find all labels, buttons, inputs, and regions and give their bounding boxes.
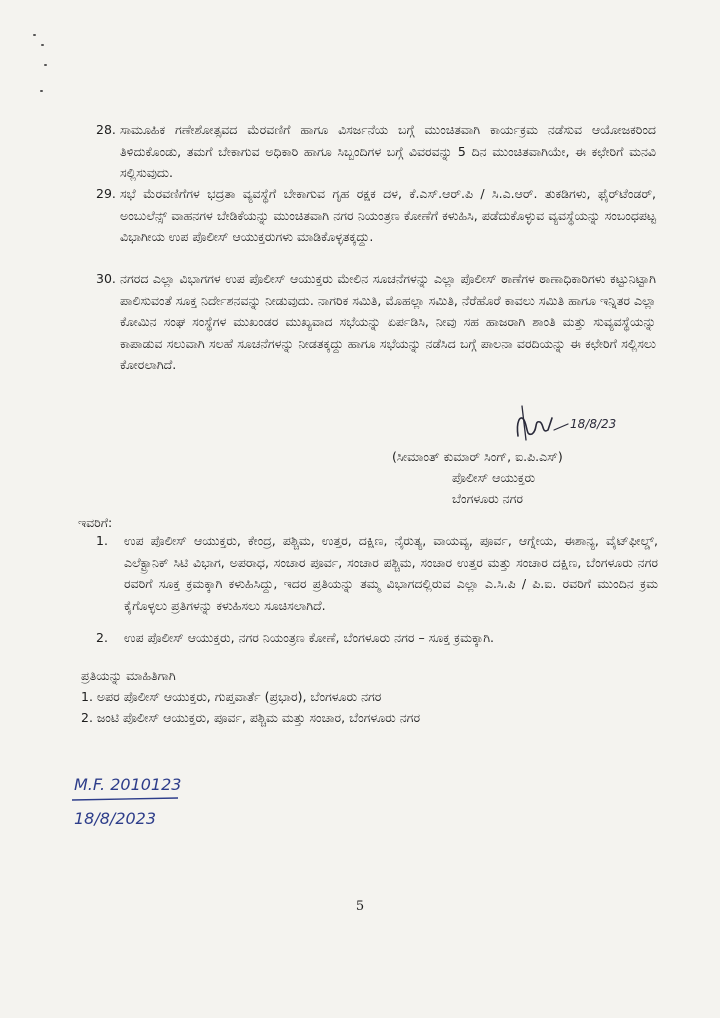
- instruction-item-30: [96, 268, 656, 376]
- item-text: ಉಪ ಪೊಲೀಸ್ ಆಯುಕ್ತರು, ಕೇಂದ್ರ, ಪಶ್ಚಿಮ, ಉತ್ತರ, ದಕ್ಷಿಣ, ನೈರುತ್ಯ, ವಾಯವ್ಯ, ಪೂರ್ವ, ಆಗ್ನೇಯ, ಈಶಾನ್ಯ, ವೈಟ್‌ಫೀಲ್ಡ್, ಎಲೆಕ್ಟ್ರಾನಿಕ್ ಸಿಟಿ ವಿಭಾಗ, ಅಪರಾಧ, ಸಂಚಾರ ಪೂರ್ವ, ಸಂಚಾರ ಪಶ್ಚಿಮ, ಸಂಚಾರ ಉತ್ತರ ಮತ್ತು ಸಂಚಾರ ದಕ್ಷಿಣ, ಬೆಂಗಳೂರು ನಗರ ರವರಿಗೆ ಸೂಕ್ತ ಕ್ರಮಕ್ಕಾಗಿ ಕಳುಹಿಸಿದ್ದು, ಇದರ ಪ್ರತಿಯನ್ನು ತಮ್ಮ ವಿಭಾಗದಲ್ಲಿರುವ ಎಲ್ಲಾ ಎ.ಸಿ.ಪಿ / ಪಿ.ಐ. ರವರಿಗೆ ಮುಂದಿನ ಕ್ರಮ ಕೈಗೊಳ್ಳಲು ಪ್ರತಿಗಳನ್ನು ಕಳುಹಿಸಲು ಸೂಚಿಸಲಾಗಿದೆ.: [124, 533, 658, 613]
- signatory-location: ಬೆಂಗಳೂರು ನಗರ: [452, 491, 523, 506]
- item-text: ಸಭೆ ಮೆರವಣಿಗೆಗಳ ಭದ್ರತಾ ವ್ಯವಸ್ಥೆಗೆ ಬೇಕಾಗುವ ಗೃಹ ರಕ್ಷಕ ದಳ, ಕೆ.ಎಸ್.ಆರ್.ಪಿ / ಸಿ.ಎ.ಆರ್. ತುಕಡಿಗಳು, ಫೈರ್‌ಟೆಂಡರ್, ಅಂಬುಲೆನ್ಸ್ ವಾಹನಗಳ ಬೇಡಿಕೆಯನ್ನು ಮುಂಚಿತವಾಗಿ ನಗರ ನಿಯಂತ್ರಣ ಕೋಣೆಗೆ ಕಳುಹಿಸಿ, ಪಡೆದುಕೊಳ್ಳುವ ವ್ಯವಸ್ಥೆಯನ್ನು ಸಂಬಂಧಪಟ್ಟ ವಿಭಾಗೀಯ ಉಪ ಪೊಲೀಸ್ ಆಯುಕ್ತರುಗಳು ಮಾಡಿಕೊಳ್ಳತಕ್ಕದ್ದು.: [120, 186, 656, 244]
- item-number: 2.: [96, 630, 108, 645]
- signature-date: 18/8/23: [570, 417, 617, 431]
- to-label: ಇವರಿಗೆ:: [78, 515, 113, 530]
- handnote-line-2: 18/8/2023: [74, 809, 157, 828]
- handnote-line-1: M.F. 2010123: [74, 775, 182, 794]
- recipient-item-1: [96, 530, 658, 616]
- item-number: 29.: [96, 186, 116, 201]
- recipient-item-2: [96, 627, 658, 649]
- cc-label: ಪ್ರತಿಯನ್ನು ಮಾಹಿತಿಗಾಗಿ: [81, 668, 176, 683]
- signature-image: [508, 400, 624, 446]
- scan-speck: [41, 44, 44, 46]
- scan-speck: [33, 34, 36, 36]
- item-text: ನಗರದ ಎಲ್ಲಾ ವಿಭಾಗಗಳ ಉಪ ಪೊಲೀಸ್ ಆಯುಕ್ತರು ಮೇಲಿನ ಸೂಚನೆಗಳನ್ನು ಎಲ್ಲಾ ಪೊಲೀಸ್ ಠಾಣೆಗಳ ಠಾಣಾಧಿಕಾರಿಗಳು ಕಟ್ಟುನಿಟ್ಟಾಗಿ ಪಾಲಿಸುವಂತೆ ಸೂಕ್ತ ನಿರ್ದೇಶನವನ್ನು ನೀಡುವುದು. ನಾಗರಿಕ ಸಮಿತಿ, ಮೊಹಲ್ಲಾ ಸಮಿತಿ, ನೆರೆಹೊರೆ ಕಾವಲು ಸಮಿತಿ ಹಾಗೂ ಇನ್ನಿತರ ಎಲ್ಲಾ ಕೋಮಿನ ಸಂಘ ಸಂಸ್ಥೆಗಳ ಮುಖಂಡರ ಮುಖ್ಯವಾದ ಸಭೆಯನ್ನು ಏರ್ಪಡಿಸಿ, ನೀವು ಸಹ ಹಾಜರಾಗಿ ಶಾಂತಿ ಮತ್ತು ಸುವ್ಯವಸ್ಥೆಯನ್ನು ಕಾಪಾಡುವ ಸಲುವಾಗಿ ಸಲಹೆ ಸೂಚನೆಗಳನ್ನು ನೀಡತಕ್ಕದ್ದು ಹಾಗೂ ಸಭೆಯನ್ನು ನಡೆಸಿದ ಬಗ್ಗೆ ಪಾಲನಾ ವರದಿಯನ್ನು ಈ ಕಛೇರಿಗೆ ಸಲ್ಲಿಸಲು ಕೋರಲಾಗಿದೆ.: [120, 271, 656, 372]
- scan-speck: [44, 64, 47, 66]
- signatory-name: (ಸೀಮಾಂತ್ ಕುಮಾರ್ ಸಿಂಗ್, ಐ.ಪಿ.ಎಸ್): [392, 449, 563, 464]
- handwritten-note: [68, 768, 198, 832]
- scan-speck: [40, 90, 43, 92]
- instruction-item-29: [96, 183, 656, 248]
- item-number: 30.: [96, 271, 116, 286]
- item-text: ಸಾಮೂಹಿಕ ಗಣೇಶೋತ್ಸವದ ಮೆರವಣಿಗೆ ಹಾಗೂ ವಿಸರ್ಜನೆಯ ಬಗ್ಗೆ ಮುಂಚಿತವಾಗಿ ಕಾರ್ಯಕ್ರಮ ನಡೆಸುವ ಆಯೋಜಕರಿಂದ ತಿಳಿದುಕೊಂಡು, ತಮಗೆ ಬೇಕಾಗುವ ಅಧಿಕಾರಿ ಹಾಗೂ ಸಿಬ್ಬಂದಿಗಳ ಬಗ್ಗೆ ವಿವರವನ್ನು 5 ದಿನ ಮುಂಚಿತವಾಗಿಯೇ, ಈ ಕಛೇರಿಗೆ ಮನವಿ ಸಲ್ಲಿಸುವುದು.: [120, 122, 656, 180]
- page-number: 5: [355, 899, 365, 914]
- item-number: 28.: [96, 122, 116, 137]
- cc-item: 1. ಅಪರ ಪೊಲೀಸ್ ಆಯುಕ್ತರು, ಗುಪ್ತವಾರ್ತೆ (ಪ್ರಭಾರ), ಬೆಂಗಳೂರು ನಗರ: [81, 689, 382, 704]
- instruction-item-28: [96, 119, 656, 184]
- cc-item: 2. ಜಂಟಿ ಪೊಲೀಸ್ ಆಯುಕ್ತರು, ಪೂರ್ವ, ಪಶ್ಚಿಮ ಮತ್ತು ಸಂಚಾರ, ಬೆಂಗಳೂರು ನಗರ: [81, 710, 421, 725]
- item-text: ಉಪ ಪೊಲೀಸ್ ಆಯುಕ್ತರು, ನಗರ ನಿಯಂತ್ರಣ ಕೋಣೆ, ಬೆಂಗಳೂರು ನಗರ – ಸೂಕ್ತ ಕ್ರಮಕ್ಕಾಗಿ.: [124, 630, 495, 645]
- signatory-designation: ಪೊಲೀಸ್ ಆಯುಕ್ತರು: [452, 470, 536, 485]
- signature-block: [392, 446, 632, 509]
- item-number: 1.: [96, 533, 108, 548]
